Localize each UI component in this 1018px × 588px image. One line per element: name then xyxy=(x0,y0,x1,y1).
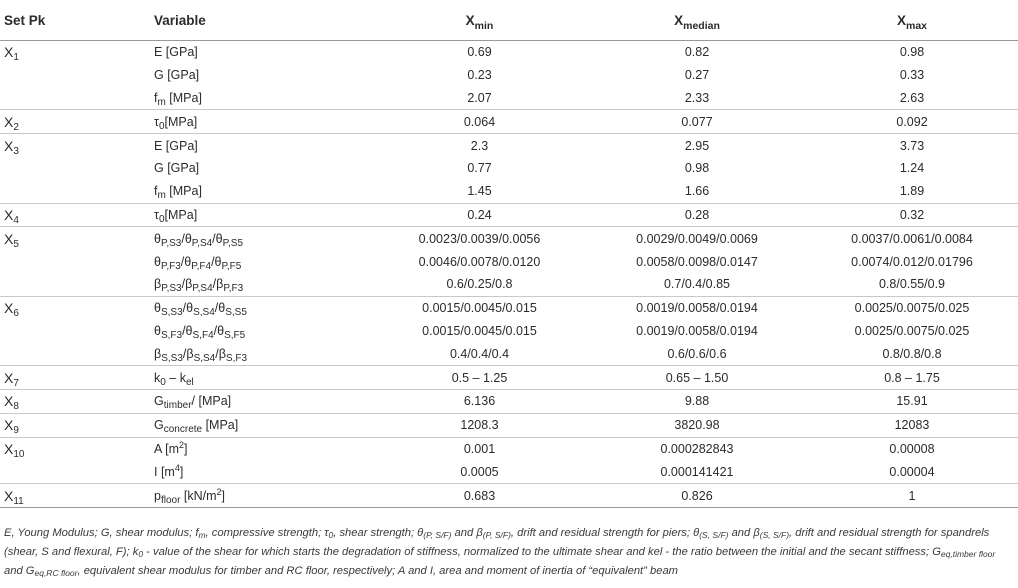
header-xmax xyxy=(806,0,1018,41)
table-footnote xyxy=(4,524,1014,581)
text-run: ] xyxy=(184,441,188,456)
table-body xyxy=(0,41,1018,508)
table-row xyxy=(0,366,1018,390)
text-run: G [GPa] xyxy=(154,68,200,83)
text-run: , drift and residual strength for piers; θ xyxy=(510,527,700,539)
variable-cell xyxy=(138,41,371,64)
subscript: P,S4 xyxy=(191,237,213,249)
x-max-cell: 0.00004 xyxy=(889,464,935,479)
text-run: E [GPa] xyxy=(154,138,198,153)
set-cell xyxy=(0,389,138,413)
x-median-cell: 9.88 xyxy=(588,389,806,413)
x-median-cell: 0.6/0.6/0.6 xyxy=(667,346,727,361)
subscript: P,S3 xyxy=(160,237,182,249)
supscript: 2 xyxy=(179,439,185,450)
text-run: - value of the shear for which starts the degradation of stiffness, normalized to the ultimate shear and kel - the ratio between the initial and the secant stiffness; G xyxy=(143,546,941,558)
header-row xyxy=(0,0,1018,41)
supscript: 4 xyxy=(174,462,180,473)
variable-cell xyxy=(138,203,371,227)
x-median-cell: 2.33 xyxy=(684,90,710,105)
variable-cell xyxy=(138,273,371,296)
set-cell xyxy=(0,64,138,87)
header-xmax-base: X xyxy=(896,12,906,28)
variable-cell xyxy=(138,87,371,110)
x-median-cell: 2.95 xyxy=(588,134,806,157)
text-run: G [GPa] xyxy=(154,161,200,176)
text-run: θ xyxy=(154,323,161,338)
table-row xyxy=(0,64,1018,87)
set-index: 4 xyxy=(13,214,19,226)
subscript: S,F4 xyxy=(192,329,214,341)
subscript: el xyxy=(185,376,194,388)
x-median-cell: 0.826 xyxy=(588,484,806,508)
x-min-cell: 0.5 – 1.25 xyxy=(371,366,588,390)
subscript: (S, S/F) xyxy=(759,530,790,540)
subscript: P,S5 xyxy=(222,237,243,249)
x-median-cell: 0.7/0.4/0.85 xyxy=(663,277,731,292)
set-index: 3 xyxy=(13,145,19,157)
set-cell xyxy=(0,157,138,180)
set-label: X xyxy=(4,393,14,410)
set-index: 8 xyxy=(13,401,19,413)
x-min-cell: 0.683 xyxy=(371,484,588,508)
text-run: /β xyxy=(212,277,224,292)
text-run: [MPa] xyxy=(165,184,202,199)
x-median-cell: 0.0019/0.0058/0.0194 xyxy=(636,323,758,338)
subscript: S,F3 xyxy=(225,352,248,364)
subscript: 0 xyxy=(158,120,165,132)
text-run: A [m xyxy=(154,441,180,456)
x-median-cell: 0.98 xyxy=(684,161,710,176)
text-run: , shear strength; θ xyxy=(333,527,424,539)
variable-cell xyxy=(138,250,371,273)
set-label: X xyxy=(4,440,14,457)
supscript: 2 xyxy=(216,486,222,497)
x-max-cell: 0.0037/0.0061/0.0084 xyxy=(806,227,1018,250)
text-run: θ xyxy=(154,301,161,316)
text-run: /β xyxy=(215,346,226,361)
text-run: /θ xyxy=(212,231,223,246)
set-index: 11 xyxy=(13,495,24,507)
set-cell xyxy=(0,296,138,319)
variable-cell xyxy=(138,180,371,203)
subscript: m xyxy=(198,530,206,540)
text-run: /θ xyxy=(213,323,225,338)
set-cell xyxy=(0,320,138,343)
text-run: τ xyxy=(154,207,159,222)
x-min-cell: 2.3 xyxy=(371,134,588,157)
subscript: S,F3 xyxy=(160,329,183,341)
x-max-cell: 12083 xyxy=(806,413,1018,437)
x-max-cell: 1.24 xyxy=(899,161,925,176)
x-median-cell: 0.0019/0.0058/0.0194 xyxy=(588,296,806,319)
table-row xyxy=(0,389,1018,413)
x-min-cell: 0.23 xyxy=(467,68,492,83)
set-cell xyxy=(0,437,138,460)
variable-cell xyxy=(138,320,371,343)
text-run: /θ xyxy=(214,301,226,316)
variable-cell xyxy=(138,389,371,413)
header-xmedian-base: X xyxy=(674,12,684,28)
variable-cell xyxy=(138,110,371,134)
set-label: X xyxy=(4,230,14,247)
table-row xyxy=(0,296,1018,319)
variable-cell xyxy=(138,64,371,87)
x-min-cell: 1.45 xyxy=(467,184,492,199)
table-row xyxy=(0,320,1018,343)
table-row xyxy=(0,203,1018,227)
x-min-cell: 0.24 xyxy=(371,203,588,227)
text-run: [kN/m xyxy=(180,488,217,503)
x-max-cell: 0.8/0.8/0.8 xyxy=(882,346,942,361)
x-max-cell: 0.0025/0.0075/0.025 xyxy=(806,296,1018,319)
table-row xyxy=(0,87,1018,110)
set-label: X xyxy=(4,137,14,154)
text-run: /θ xyxy=(182,323,193,338)
x-min-cell: 0.4/0.4/0.4 xyxy=(449,346,510,361)
subscript: (P, S/F) xyxy=(482,530,511,540)
table-row xyxy=(0,460,1018,483)
x-max-cell: 1 xyxy=(806,484,1018,508)
text-run: E, Young Modulus; G, shear modulus; f xyxy=(4,527,199,539)
x-median-cell: 0.0029/0.0049/0.0069 xyxy=(588,227,806,250)
subscript: P,S3 xyxy=(161,283,182,295)
subscript: 0 xyxy=(160,376,166,388)
x-min-cell: 0.77 xyxy=(467,161,492,176)
subscript: S,S4 xyxy=(193,307,215,319)
text-run: θ xyxy=(154,254,161,269)
variable-cell xyxy=(138,342,371,365)
table-row xyxy=(0,484,1018,508)
variable-cell xyxy=(138,227,371,250)
text-run: /β xyxy=(181,277,193,292)
text-run: [MPa] xyxy=(164,207,198,222)
text-run: – k xyxy=(165,370,186,385)
text-run: / [MPa] xyxy=(191,394,232,409)
set-cell xyxy=(0,203,138,227)
x-median-cell: 3820.98 xyxy=(588,413,806,437)
subscript: floor xyxy=(160,494,181,506)
header-xmin xyxy=(371,0,588,41)
x-min-cell: 0.0005 xyxy=(460,464,499,479)
text-run: f xyxy=(154,184,158,199)
x-max-cell: 0.98 xyxy=(899,45,925,60)
subscript: m xyxy=(157,96,166,108)
x-min-cell: 0.064 xyxy=(371,110,588,134)
x-median-cell: 0.82 xyxy=(684,45,710,60)
subscript: P,F5 xyxy=(221,260,242,272)
text-run: /θ xyxy=(181,231,192,246)
set-cell xyxy=(0,342,138,365)
text-run: k xyxy=(154,370,161,385)
table-row xyxy=(0,437,1018,460)
set-cell xyxy=(0,134,138,157)
subscript: P,F3 xyxy=(223,283,244,295)
x-max-cell: 0.33 xyxy=(899,68,925,83)
subscript: S,S3 xyxy=(161,352,183,364)
table-row xyxy=(0,273,1018,296)
subscript: S,S5 xyxy=(225,307,247,319)
variable-cell xyxy=(138,437,371,460)
table-row xyxy=(0,227,1018,250)
x-max-cell: 0.8 – 1.75 xyxy=(806,366,1018,390)
x-max-cell: 1.89 xyxy=(899,184,925,199)
subscript: 0 xyxy=(158,213,165,225)
subscript: timber xyxy=(163,400,192,412)
set-index: 5 xyxy=(13,238,19,250)
table-row xyxy=(0,413,1018,437)
variable-cell xyxy=(138,134,371,157)
set-cell xyxy=(0,41,138,64)
table-row xyxy=(0,41,1018,64)
text-run: β xyxy=(154,277,162,292)
subscript: S,F5 xyxy=(224,329,246,341)
x-max-cell: 0.32 xyxy=(806,203,1018,227)
variable-cell xyxy=(138,296,371,319)
x-max-cell: 0.8/0.55/0.9 xyxy=(878,277,946,292)
subscript: S,S4 xyxy=(193,352,216,364)
x-median-cell: 0.000282843 xyxy=(588,437,806,460)
text-run: f xyxy=(154,90,158,105)
table-row xyxy=(0,250,1018,273)
text-run: [MPa] xyxy=(202,418,239,433)
set-cell xyxy=(0,413,138,437)
text-run: [MPa] xyxy=(165,90,202,105)
x-median-cell: 0.000141421 xyxy=(660,464,734,479)
x-min-cell: 1208.3 xyxy=(371,413,588,437)
header-xmedian-sub: median xyxy=(683,19,720,32)
header-xmin-sub: min xyxy=(474,19,494,32)
text-run: [MPa] xyxy=(164,114,198,129)
x-min-cell: 0.0046/0.0078/0.0120 xyxy=(418,254,541,269)
text-run: θ xyxy=(154,231,161,246)
set-cell xyxy=(0,366,138,390)
text-run: /θ xyxy=(180,254,192,269)
variable-cell xyxy=(138,157,371,180)
text-run: τ xyxy=(154,114,159,129)
variable-cell xyxy=(138,366,371,390)
text-run: ] xyxy=(221,488,226,503)
subscript: (S, S/F) xyxy=(699,530,729,540)
text-run: G xyxy=(154,418,164,433)
x-max-cell: 0.0074/0.012/0.01796 xyxy=(851,254,973,269)
set-index: 1 xyxy=(13,52,19,64)
x-max-cell: 2.63 xyxy=(899,90,925,105)
text-run: G xyxy=(154,394,164,409)
set-label: X xyxy=(4,113,14,130)
set-label: X xyxy=(4,487,14,504)
x-max-cell: 3.73 xyxy=(806,134,1018,157)
table-row xyxy=(0,110,1018,134)
subscript: P,S4 xyxy=(192,283,213,295)
set-cell xyxy=(0,227,138,250)
x-min-cell: 6.136 xyxy=(371,389,588,413)
set-cell xyxy=(0,484,138,508)
subscript: m xyxy=(157,190,166,202)
variable-cell xyxy=(138,484,371,508)
text-run: , compressive strength; τ xyxy=(205,527,329,539)
variable-cell xyxy=(138,413,371,437)
text-run: , equivalent shear modulus for timber and RC floor, respectively; A and I, area and moment of inertia of “equivalent” beam xyxy=(77,565,678,577)
x-min-cell: 0.0015/0.0045/0.015 xyxy=(422,323,537,338)
x-median-cell: 0.0058/0.0098/0.0147 xyxy=(636,254,758,269)
x-median-cell: 0.65 – 1.50 xyxy=(588,366,806,390)
x-max-cell: 0.00008 xyxy=(806,437,1018,460)
x-min-cell: 0.0023/0.0039/0.0056 xyxy=(371,227,588,250)
x-median-cell: 1.66 xyxy=(684,184,710,199)
x-median-cell: 0.28 xyxy=(588,203,806,227)
x-min-cell: 0.6/0.25/0.8 xyxy=(446,277,513,292)
subscript: concrete xyxy=(163,424,203,436)
text-run: /θ xyxy=(182,301,194,316)
set-label: X xyxy=(4,206,14,223)
set-cell xyxy=(0,460,138,483)
table-row xyxy=(0,157,1018,180)
text-run: ] xyxy=(179,464,184,479)
set-label: X xyxy=(4,44,14,61)
subscript: (P, S/F) xyxy=(423,530,452,540)
x-min-cell: 2.07 xyxy=(467,90,492,105)
x-max-cell: 0.0025/0.0075/0.025 xyxy=(854,323,970,338)
set-cell xyxy=(0,180,138,203)
table-row xyxy=(0,342,1018,365)
subscript: eq,timber floor xyxy=(940,549,996,559)
subscript: S,S3 xyxy=(160,307,183,319)
set-cell xyxy=(0,250,138,273)
text-run: /θ xyxy=(211,254,222,269)
subscript: 0 xyxy=(328,530,334,540)
header-xmin-base: X xyxy=(465,12,475,28)
header-set: Set Pk xyxy=(0,0,138,41)
x-median-cell: 0.27 xyxy=(684,68,710,83)
text-run: I [m xyxy=(154,464,175,479)
text-run: /β xyxy=(182,346,194,361)
x-median-cell: 0.077 xyxy=(588,110,806,134)
text-run: , drift and residual strength for spandrels (shear, S and flexural, F); k xyxy=(4,527,990,558)
set-label: X xyxy=(4,300,14,317)
table-row xyxy=(0,180,1018,203)
text-run: and β xyxy=(728,527,760,539)
header-xmedian xyxy=(588,0,806,41)
text-run: and G xyxy=(4,565,35,577)
set-index: 7 xyxy=(13,377,19,389)
text-run: E [GPa] xyxy=(154,45,198,60)
set-index: 10 xyxy=(13,448,25,460)
set-cell xyxy=(0,87,138,110)
text-run: p xyxy=(154,488,161,503)
subscript: eq,RC floor xyxy=(34,568,78,578)
set-label: X xyxy=(4,417,14,434)
text-run: and β xyxy=(451,527,483,539)
subscript: 0 xyxy=(138,549,144,559)
subscript: P,F3 xyxy=(160,260,181,272)
text-run: β xyxy=(154,346,162,361)
subscript: P,F4 xyxy=(191,260,212,272)
set-index: 9 xyxy=(13,425,19,437)
header-variable: Variable xyxy=(138,0,371,41)
set-cell xyxy=(0,110,138,134)
x-max-cell: 0.092 xyxy=(806,110,1018,134)
table-row xyxy=(0,134,1018,157)
x-min-cell: 0.69 xyxy=(467,45,492,60)
header-xmax-sub: max xyxy=(906,19,928,32)
x-max-cell: 15.91 xyxy=(806,389,1018,413)
set-label: X xyxy=(4,369,14,386)
set-index: 6 xyxy=(13,308,19,320)
set-cell xyxy=(0,273,138,296)
x-min-cell: 0.0015/0.0045/0.015 xyxy=(371,296,588,319)
set-index: 2 xyxy=(13,121,19,133)
variable-cell xyxy=(138,460,371,483)
x-min-cell: 0.001 xyxy=(371,437,588,460)
